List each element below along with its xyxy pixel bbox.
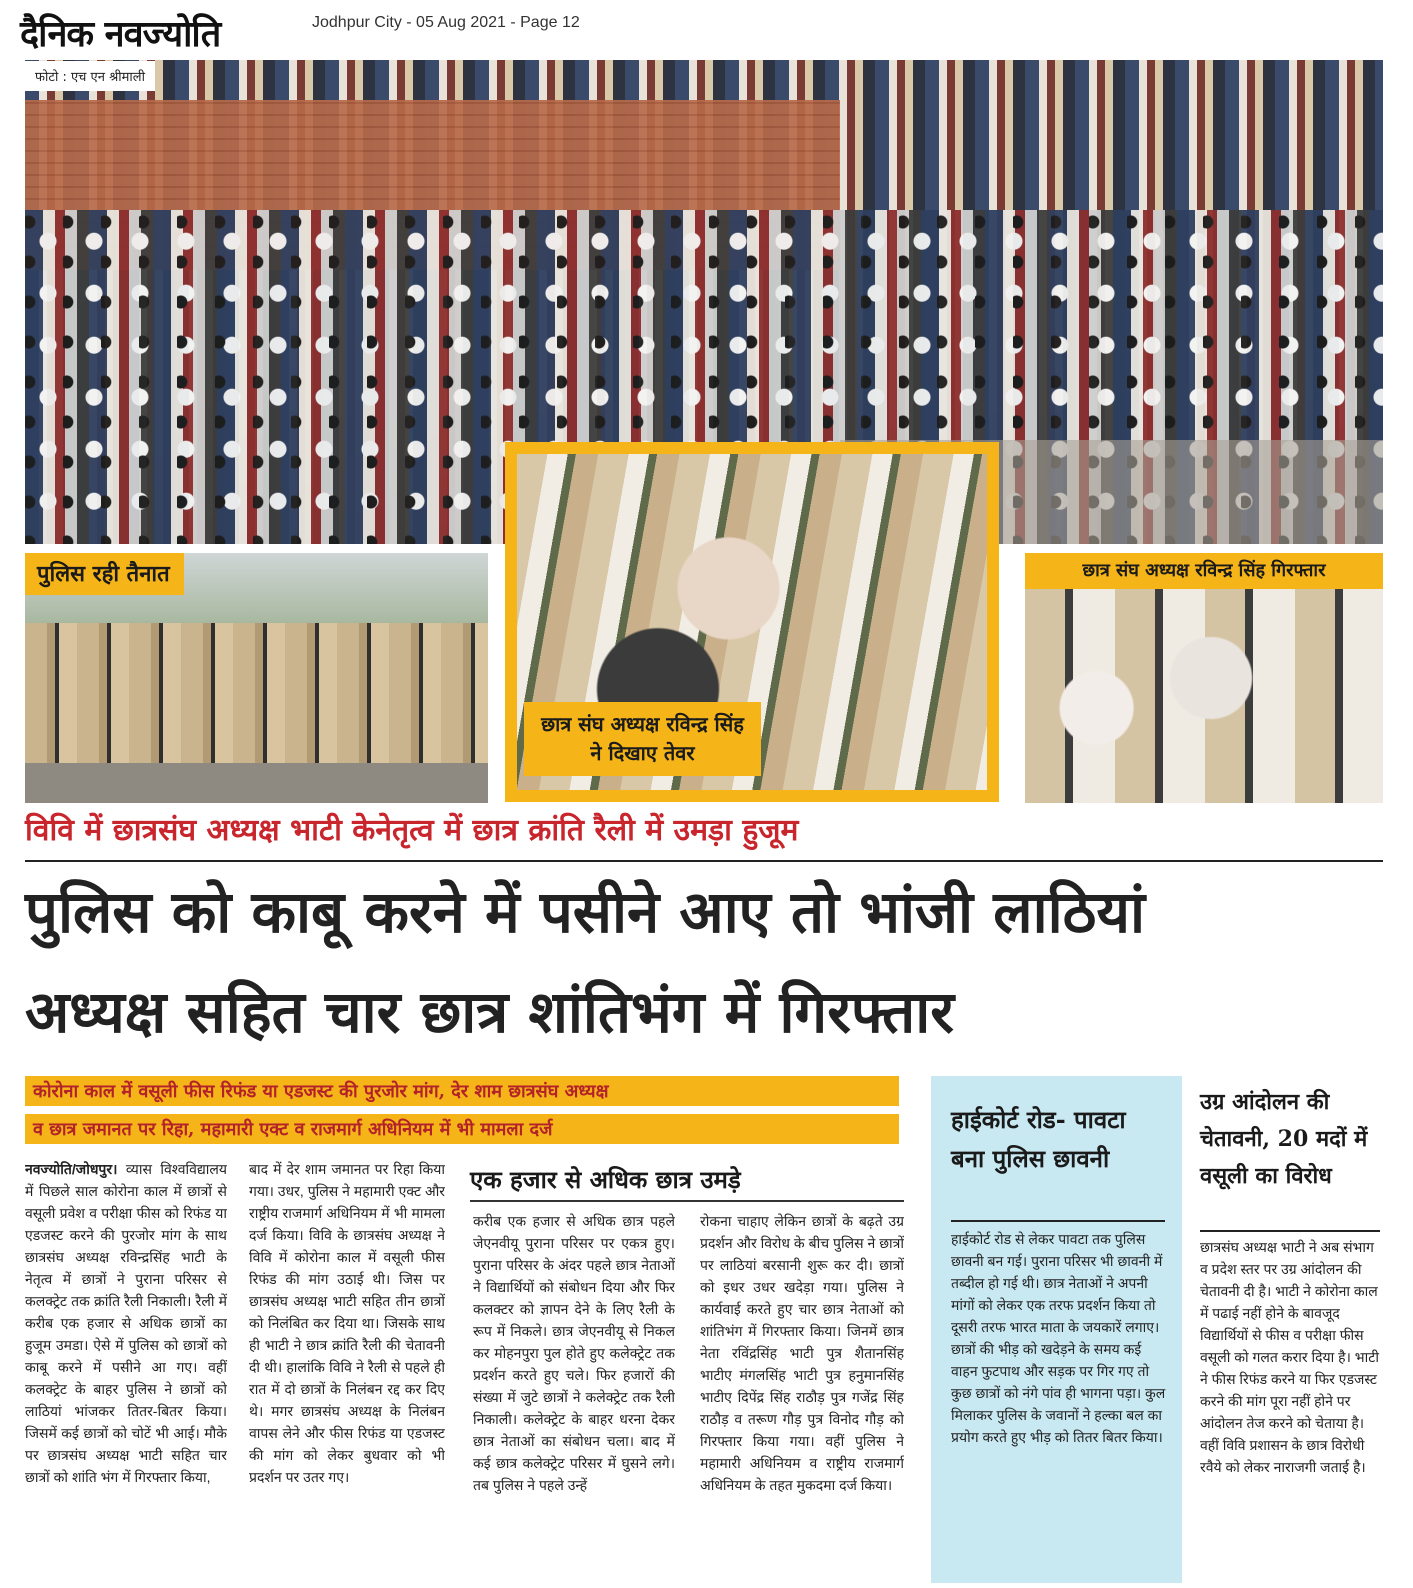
- sidebar-agitation-body: छात्रसंघ अध्यक्ष भाटी ने अब संभाग व प्रदेश स्तर पर उग्र आंदोलन की चेतावनी दी है। भाटी ने कोरोना काल में पढाई नहीं होने के बावजूद विद्यार्थियों से फीस व परीक्षा फीस वसूली को गलत करार दिया है। भाटी ने फीस रिफंड करने या फिर एडजस्ट करने की मांग पूरा नहीं होने पर आंदोलन तेज करने को चेताया है। वहीं विवि प्रशासन के छात्र विरोधी रवैये को लेकर नाराजगी जताई है।: [1200, 1239, 1379, 1475]
- sidebar-agitation-title: उग्र आंदोलन की चेतावनी, 20 मदों में वसूली का विरोध: [1200, 1089, 1368, 1189]
- article-column-4: रोकना चाहाए लेकिन छात्रों के बढ़ते उग्र प्रदर्शन और विरोध के बीच पुलिस ने छात्रों पर लाठियां बरसानी शुरू कर दी। छात्रों को इधर उधर खदेड़ा गया। पुलिस ने कार्यवाई करते हुए चार छात्र नेताओं को शांतिभंग में गिरफ्तार किया। जिनमें छात्र नेता रविंद्रसिंह भाटी पुत्र शैतानसिंह भाटीए मंगलसिंह भाटी पुत्र हनुमानसिंह भाटीए दिपेंद्र सिंह राठौड़ पुत्र गजेंद्र सिंह राठौड़ व तरूण गौड़ पुत्र विनोद गौड़ को गिरफ्तार किया गया। वहीं पुलिस ने महामारी अधिनियम व राष्ट्रीय राजमार्ग अधिनियम के तहत मुकदमा दर्ज किया।: [700, 1213, 904, 1493]
- sidebar-police-camp-body: हाईकोर्ट रोड से लेकर पावटा तक पुलिस छावनी बन गई। पुराना परिसर भी छावनी में तब्दील हो गई थी। छात्र नेताओं ने अपनी मांगों को लेकर एक तरफ प्रदर्शन किया तो दूसरी तरफ भारत माता के जयकारें लगाए। छात्रों की भीड़ को खदेड़ने के समय कई वाहन फुटपाथ और सड़क पर गिर गए तो कुछ छात्रों को नंगे पांव ही भागना पड़ा। कुल मिलाकर पुलिस के जवानों ने हल्का बल का प्रयोग करते हुए भीड़ को तितर बितर किया।: [951, 1231, 1166, 1445]
- headline-rule: [25, 860, 1383, 862]
- main-headline: पुलिस को काबू करने में पसीने आए तो भांजी लाठियां: [25, 878, 1145, 946]
- center-photo-label: छात्र संघ अध्यक्ष रविन्द्र सिंह ने दिखाए तेवर: [524, 702, 761, 776]
- newspaper-masthead: दैनिक नवज्योति: [20, 13, 221, 55]
- sidebar-right-rule: [1200, 1230, 1380, 1232]
- article-subhead: एक हजार से अधिक छात्र उमड़े: [470, 1165, 741, 1194]
- headline-kicker: विवि में छात्रसंघ अध्यक्ष भाटी केनेतृत्व में छात्र क्रांति रैली में उमड़ा हुजूम: [25, 813, 799, 848]
- dateline: नवज्योति/जोधपुर।: [25, 1161, 118, 1177]
- article-column-2: बाद में देर शाम जमानत पर रिहा किया गया। उधर, पुलिस ने महामारी एक्ट और राष्ट्रीय राजमार्ग अधिनियम में भी मामला दर्ज किया। विवि के छात्रसंघ अध्यक्ष ने विवि में कोरोना काल में वसूली फीस रिफंड की मांग उठाई थी। जिस पर छात्रसंघ अध्यक्ष भाटी सहित तीन छात्रों को निलंबित कर दिया था। जिसके साथ ही भाटी ने छात्र क्रांति रैली की चेतावनी दी थी। हालांकि विवि ने रैली से पहले ही रात में दो छात्रों के निलंबन रद्द कर दिए थे। मगर छात्रसंघ अध्यक्ष के निलंबन वापस लेने और फीस रिफंड या एडजस्ट की मांग को लेकर बुधवार को भी प्रदर्शन पर उतर गए।: [249, 1161, 445, 1485]
- photo-credit: फोटो : एच एन श्रीमाली: [25, 61, 155, 91]
- article-column-3: करीब एक हजार से अधिक छात्र पहले जेएनवीयू पुराना परिसर पर एकत्र हुए। पुराना परिसर के अंदर पहले छात्र नेताओं ने विद्यार्थियों को संबोधन दिया और फिर कलक्टर को ज्ञापन देने के लिए रैली के रूप में निकले। छात्र जेएनवीयू से निकल कर मोहनपुरा पुल होते हुए कलेक्ट्रेट तक प्रदर्शन करते हुए चले। फिर हजारों की संख्या में जुटे छात्रों ने कलेक्ट्रेट तक रैली निकाली। कलेक्ट्रेट के बाहर धरना देकर छात्र नेताओं का संबोधन चला। बाद में कई छात्र कलेक्ट्रेट परिसर में घुसने लगे। तब पुलिस ने पहले उन्हें: [473, 1213, 675, 1493]
- sidebar-police-camp-title: हाईकोर्ट रोड- पावटा बना पुलिस छावनी: [951, 1105, 1126, 1173]
- deck-line-1: कोरोना काल में वसूली फीस रिफंड या एडजस्ट की पुरजोर मांग, देर शाम छात्रसंघ अध्यक्ष: [25, 1076, 899, 1106]
- ground: [25, 763, 488, 803]
- second-headline: अध्यक्ष सहित चार छात्र शांतिभंग में गिरफ्तार: [25, 978, 954, 1046]
- arrest-photo: [1025, 553, 1383, 803]
- sidebar-rule: [951, 1220, 1165, 1222]
- deck-line-2: व छात्र जमानत पर रिहा, महामारी एक्ट व राजमार्ग अधिनियम में भी मामला दर्ज: [25, 1114, 899, 1144]
- subhead-rule: [470, 1200, 904, 1202]
- edition-info: Jodhpur City - 05 Aug 2021 - Page 12: [312, 14, 580, 31]
- sidebar-police-camp: [931, 1076, 1182, 1583]
- article-column-1: [25, 1158, 227, 1583]
- sidebar-agitation-warning: [1196, 1076, 1383, 1583]
- article-text-1: व्यास विश्वविद्यालय में पिछले साल कोरोना काल में छात्रों से वसूली प्रवेश व परीक्षा फीस को रिफंड या एडजस्ट करने की पुरजोर मांग के साथ छात्रसंघ अध्यक्ष रविन्द्रसिंह भाटी के नेतृत्व में छात्रों ने पुराना परिसर से कलक्ट्रेट तक क्रांति रैली निकाली। रैली में करीब एक हजार से अधिक छात्रों का हुजूम उमडा। ऐसे में पुलिस को छात्रों को काबू करने में पसीने आ गए। वहीं कलक्ट्रेट के बाहर पुलिस ने छात्रों को लाठियां भांजकर तितर-बितर किया। जिसमें कई छात्रों को चोटें भी आई। मौके पर छात्रसंघ अध्यक्ष भाटी सहित चार छात्रों को शांति भंग में गिरफ्तार किया,: [25, 1161, 227, 1485]
- arrest-photo-label: छात्र संघ अध्यक्ष रविन्द्र सिंह गिरफ्तार: [1025, 553, 1383, 589]
- police-photo-label: पुलिस रही तैनात: [25, 553, 184, 595]
